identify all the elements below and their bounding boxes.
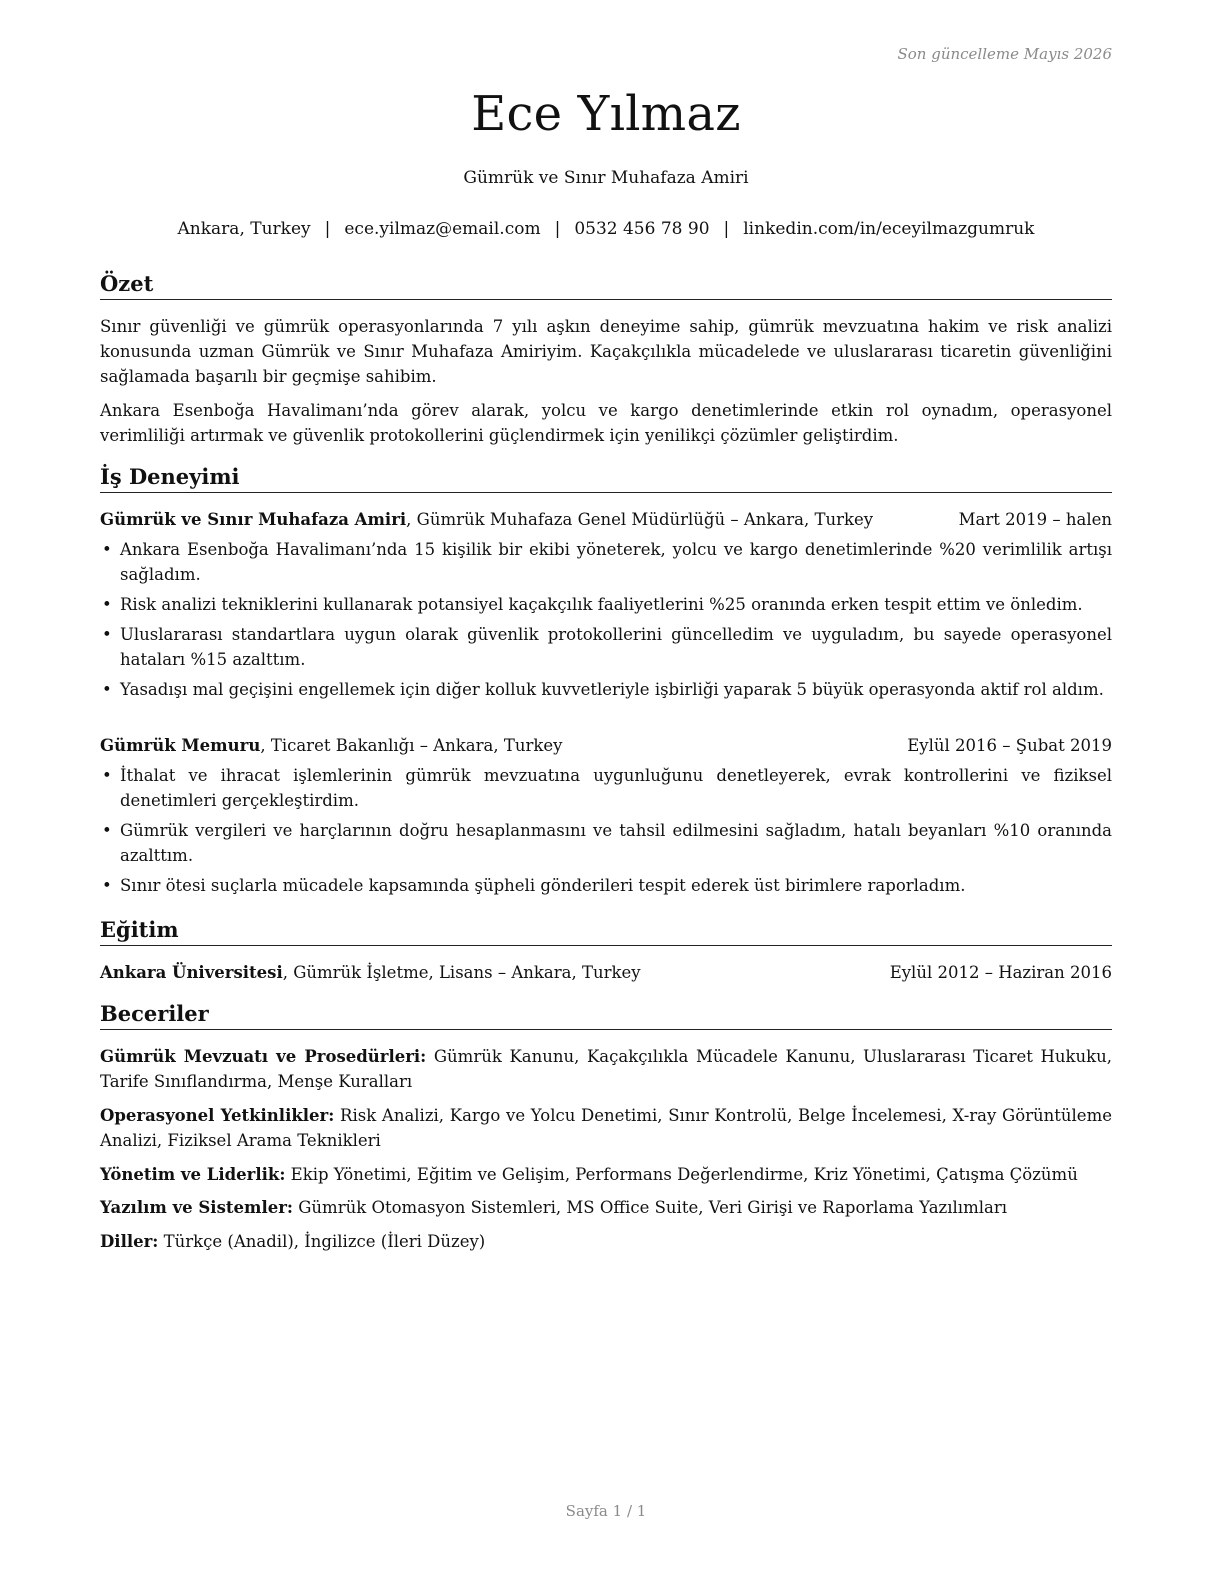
skill-group [100,1044,1112,1094]
skill-group [100,1229,1112,1254]
skill-group-label: Operasyonel Yetkinlikler: [100,1106,335,1125]
job-bullet-text: Ankara Esenboğa Havalimanı’nda 15 kişilik bir ekibi yöneterek, yolcu ve kargo denetimlerinde %20 verimlilik artışı sağladım. [120,540,1112,584]
job-role: Gümrük Memuru [100,736,261,755]
job-bullet-list [100,763,1112,903]
job-bullet [100,677,1112,702]
skill-group-value: Gümrük Kanunu, Kaçakçılıkla Mücadele Kanunu, Uluslararası Ticaret Hukuku, Tarife Sınıflandırma, Menşe Kuralları [100,1047,1112,1091]
bullet-icon: • [102,680,112,699]
contact-separator: | [723,219,730,239]
contact-line [100,219,1112,239]
bullet-icon: • [102,876,112,895]
job-header [100,507,1112,532]
job-bullet [100,622,1112,672]
bullet-icon: • [102,821,112,840]
job-bullet-text: Uluslararası standartlara uygun olarak güvenlik protokollerini güncelledim ve uyguladım, bu sayede operasyonel hataları %15 azalttım. [120,625,1112,669]
job-bullet [100,818,1112,868]
job-bullet-text: Gümrük vergileri ve harçlarının doğru hesaplanmasını ve tahsil edilmesini sağladım, hatalı beyanları %10 oranında azalttım. [120,821,1112,865]
job-bullet [100,537,1112,587]
skill-group-label: Yazılım ve Sistemler: [100,1198,293,1217]
skill-group-value: Türkçe (Anadil), İngilizce (İleri Düzey) [158,1232,486,1251]
job-bullet [100,763,1112,813]
contact-email[interactable]: ece.yilmaz@email.com [344,219,541,239]
skill-group-label: Gümrük Mevzuatı ve Prosedürleri: [100,1047,427,1066]
bullet-icon: • [102,625,112,644]
contact-separator: | [324,219,331,239]
last-updated-note: Son güncelleme Mayıs 2026 [897,45,1112,63]
bullet-icon: • [102,766,112,785]
job-bullet-text: Yasadışı mal geçişini engellemek için diğer kolluk kuvvetleriyle işbirliği yaparak 5 büyük operasyonda aktif rol aldım. [120,680,1104,699]
skill-group-value: Gümrük Otomasyon Sistemleri, MS Office Suite, Veri Girişi ve Raporlama Yazılımları [293,1198,1008,1217]
job-organization: , Ticaret Bakanlığı – Ankara, Turkey [260,736,563,755]
education-dates: Eylül 2012 – Haziran 2016 [889,963,1112,982]
contact-location: Ankara, Turkey [177,219,311,239]
contact-phone: 0532 456 78 90 [574,219,710,239]
bullet-icon: • [102,540,112,559]
section-title-skills: Beceriler [100,1001,1112,1030]
education-school: Ankara Üniversitesi [100,963,283,982]
skill-group-value: Ekip Yönetimi, Eğitim ve Gelişim, Performans Değerlendirme, Kriz Yönetimi, Çatışma Çözümü [285,1165,1078,1184]
job-bullet [100,592,1112,617]
skill-group [100,1195,1112,1220]
section-title-experience: İş Deneyimi [100,464,1112,493]
education-entry [100,960,1112,985]
summary-paragraph-2: Ankara Esenboğa Havalimanı’nda görev alarak, yolcu ve kargo denetimlerinde etkin rol oynadım, operasyonel verimliliği artırmak ve güvenlik protokollerini güçlendirmek için yenilikçi çözümler geliştirdim. [100,401,1112,445]
summary-paragraph-1: Sınır güvenliği ve gümrük operasyonlarında 7 yılı aşkın deneyime sahip, gümrük mevzuatına hakim ve risk analizi konusunda uzman Gümrük ve Sınır Muhafaza Amiriyim. Kaçakçılıkla mücadelede ve uluslararası ticaretin güvenliğini sağlamada başarılı bir geçmişe sahibim. [100,317,1112,386]
skill-group-value: Risk Analizi, Kargo ve Yolcu Denetimi, Sınır Kontrolü, Belge İncelemesi, X-ray Görüntüleme Analizi, Fiziksel Arama Teknikleri [100,1106,1112,1150]
skill-group-label: Diller: [100,1232,159,1251]
job-bullet-text: Risk analizi tekniklerini kullanarak potansiyel kaçakçılık faaliyetlerini %25 oranında erken tespit ettim ve önledim. [120,595,1083,614]
education-detail: , Gümrük İşletme, Lisans – Ankara, Turkey [282,963,641,982]
job-header [100,733,1112,758]
skill-group-label: Yönetim ve Liderlik: [100,1165,286,1184]
job-role: Gümrük ve Sınır Muhafaza Amiri [100,510,407,529]
contact-separator: | [554,219,561,239]
section-title-education: Eğitim [100,917,1112,946]
skill-group [100,1103,1112,1153]
skill-group [100,1162,1112,1187]
job-bullet-text: İthalat ve ihracat işlemlerinin gümrük mevzuatına uygunluğunu denetleyerek, evrak kontrollerini ve fiziksel denetimleri gerçekleştirdim. [120,766,1112,810]
page-number-footer: Sayfa 1 / 1 [565,1502,647,1520]
job-bullet-list [100,537,1112,707]
job-organization: , Gümrük Muhafaza Genel Müdürlüğü – Ankara, Turkey [406,510,874,529]
contact-linkedin[interactable]: linkedin.com/in/eceyilmazgumruk [743,219,1035,239]
job-dates: Eylül 2016 – Şubat 2019 [907,736,1112,755]
candidate-headline: Gümrük ve Sınır Muhafaza Amiri [463,168,749,188]
job-bullet [100,873,1112,898]
bullet-icon: • [102,595,112,614]
section-title-summary: Özet [100,271,1112,300]
candidate-name: Ece Yılmaz [471,86,741,142]
job-dates: Mart 2019 – halen [958,510,1112,529]
job-bullet-text: Sınır ötesi suçlarla mücadele kapsamında şüpheli gönderileri tespit ederek üst birimlere raporladım. [120,876,966,895]
